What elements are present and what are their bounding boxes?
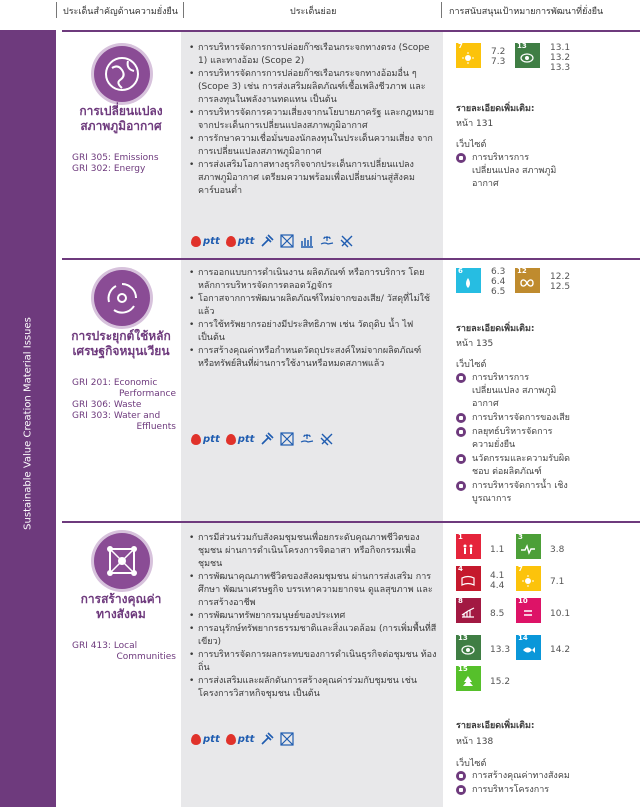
sdg-8-icon: 8 bbox=[456, 598, 481, 623]
sub-issue-list bbox=[189, 267, 439, 371]
sdg-target-list: 3.8 bbox=[550, 545, 565, 555]
sdg-12-icon: 12 bbox=[515, 268, 540, 293]
website-link[interactable]: นวัตกรรมและความรับผิดชอบ ต่อผลิตภัณฑ์ bbox=[456, 453, 576, 479]
list-item: • การบริหารจัดการการปล่อยก๊าซเรือนกระจกทางอ้อมอื่น ๆ (Scope 3) เช่น การส่งเสริมผลิตภัณฑ์เชื้อเพลิงชีวภาพ และการลงทุนในพลังงานทดแทน เป็นต้น bbox=[189, 68, 439, 107]
website-link[interactable]: การบริหารการเปลี่ยนแปลง สภาพภูมิอากาศ bbox=[456, 372, 576, 411]
gavel-icon bbox=[260, 432, 274, 446]
sdg-target-list: 13.3 bbox=[490, 645, 511, 655]
link-icon bbox=[456, 413, 466, 423]
sdg-target-list: 15.2 bbox=[490, 677, 511, 687]
header-divider bbox=[183, 2, 184, 18]
business-icons-row bbox=[191, 233, 354, 249]
list-item: • โอกาสจากการพัฒนาผลิตภัณฑ์ใหม่จากของเสีย/ วัสดุที่ไม่ใช้แล้ว bbox=[189, 293, 439, 319]
gri-list: GRI 305: Emissions GRI 302: Energy bbox=[72, 153, 159, 174]
list-item: • การพัฒนาคุณภาพชีวิตของสังคมชุมชน ผ่านการส่งเสริม การศึกษา พัฒนาเศรษฐกิจ บรรเทาความยากจน ดูแลสุขภาพ และการสร้างอาชีพ bbox=[189, 571, 439, 610]
sub-issue-list bbox=[189, 42, 439, 198]
sdg-6-icon: 6 bbox=[456, 268, 481, 293]
sdg-3-icon: 3 bbox=[516, 534, 541, 559]
list-item: • การส่งเสริมโอกาสทางธุรกิจจากประเด็นการเปลี่ยนแปลง สภาพภูมิอากาศ เตรียมความพร้อมเพื่อเปลี่ยนผ่านสู่สังคม คาร์บอนต่ำ bbox=[189, 159, 439, 198]
link-icon bbox=[456, 785, 466, 795]
tools-icon bbox=[340, 234, 354, 248]
sdg-target-list: 14.2 bbox=[550, 645, 571, 655]
sdg-13-icon: 13 bbox=[515, 43, 540, 68]
hand-plant-icon bbox=[300, 432, 314, 446]
bar-chart-icon bbox=[300, 234, 314, 248]
gri-list: GRI 413: Local Communities bbox=[72, 641, 176, 662]
climate-globe-icon bbox=[94, 46, 150, 102]
website-link[interactable]: การบริหารโครงการ bbox=[456, 784, 636, 797]
link-icon bbox=[456, 153, 466, 163]
page-reference: หน้า 131 bbox=[456, 119, 494, 129]
detail-heading: รายละเอียดเพิ่มเติม: bbox=[456, 721, 535, 731]
list-item: • การรักษาความเชื่อมั่นของนักลงทุนในประเด็นความเสี่ยง จากการเปลี่ยนแปลงสภาพภูมิอากาศ bbox=[189, 133, 439, 159]
header-material-issue: ประเด็นสำคัญด้านความยั่งยืน bbox=[63, 7, 178, 17]
hand-plant-icon bbox=[320, 234, 334, 248]
row-divider bbox=[62, 521, 640, 523]
ptt-logo: ptt bbox=[191, 236, 220, 247]
sdg-15-icon: 15 bbox=[456, 666, 481, 691]
list-item: • การบริหารจัดการผลกระทบของการดำเนินธุรกิจต่อชุมชน ท้องถิ่น bbox=[189, 649, 439, 675]
list-item: • การมีส่วนร่วมกับสังคมชุมชนเพื่อยกระดับคุณภาพชีวิตของ ชุมชน ผ่านการดำเนินโครงการจิตอาสา หรือกิจกรรมเพื่อชุมชน bbox=[189, 532, 439, 571]
list-item: • การออกแบบการดำเนินงาน ผลิตภัณฑ์ หรือการบริการ โดยหลักการบริหารจัดการตลอดวัฏจักร bbox=[189, 267, 439, 293]
website-links bbox=[456, 152, 576, 192]
sdg-7-icon: 7 bbox=[456, 43, 481, 68]
sdg-14-icon: 14 bbox=[516, 635, 541, 660]
header-sub-issue: ประเด็นย่อย bbox=[290, 7, 337, 17]
list-item: • การบริหารจัดการการปล่อยก๊าซเรือนกระจกทางตรง (Scope 1) และทางอ้อม (Scope 2) bbox=[189, 42, 439, 68]
tools-icon bbox=[320, 432, 334, 446]
business-icons-row bbox=[191, 731, 294, 747]
section-title-climate: การเปลี่ยนแปลง สภาพภูมิอากาศ bbox=[79, 104, 163, 133]
sdg-10-icon: 10 bbox=[516, 598, 541, 623]
detail-heading: รายละเอียดเพิ่มเติม: bbox=[456, 104, 535, 114]
sub-issue-list bbox=[189, 532, 439, 701]
website-link[interactable]: การบริหารจัดการน้ำ เชิงบูรณาการ bbox=[456, 480, 576, 506]
recycle-cycle-icon bbox=[94, 270, 150, 326]
list-item: • การสร้างคุณค่าหรือกำหนดวัตถุประสงค์ใหม่จากผลิตภัณฑ์ หรือทรัพย์สินที่ผ่านการใช้งานหรือหมดสภาพแล้ว bbox=[189, 345, 439, 371]
link-icon bbox=[456, 454, 466, 464]
ptt-logo: ptt bbox=[191, 434, 220, 445]
list-item: • การส่งเสริมและผลักดันการสร้างคุณค่าร่วมกับชุมชน เช่น โครงการวิสาหกิจชุมชน เป็นต้น bbox=[189, 675, 439, 701]
ptt-logo: ptt bbox=[226, 236, 255, 247]
list-item: • การพัฒนาทรัพยากรมนุษย์ของประเทศ bbox=[189, 610, 439, 623]
sdg-7-icon: 7 bbox=[516, 566, 541, 591]
list-item: • การบริหารจัดการความเสี่ยงจากนโยบายภาครัฐ และกฎหมายจากประเด็นการเปลี่ยนแปลงสภาพภูมิอากาศ bbox=[189, 107, 439, 133]
page-reference: หน้า 138 bbox=[456, 737, 494, 747]
sdg-13-icon: 13 bbox=[456, 635, 481, 660]
website-link[interactable]: การบริหารการเปลี่ยนแปลง สภาพภูมิอากาศ bbox=[456, 152, 576, 191]
ptt-logo: ptt bbox=[191, 734, 220, 745]
gavel-icon bbox=[260, 732, 274, 746]
website-link[interactable]: กลยุทธ์บริหารจัดการ ความยั่งยืน bbox=[456, 426, 576, 452]
sdg-target-list: 7.2 7.3 bbox=[491, 47, 506, 67]
sdg-target-list: 6.3 6.4 6.5 bbox=[491, 267, 506, 297]
ptt-logo: ptt bbox=[226, 434, 255, 445]
sdg-1-icon: 1 bbox=[456, 534, 481, 559]
link-icon bbox=[456, 481, 466, 491]
sdg-target-list: 4.1 4.4 bbox=[490, 571, 505, 591]
list-item: • การอนุรักษ์ทรัพยากรธรรมชาติและสิ่งแวดล้อม (การเพิ่มพื้นที่สีเขียว) bbox=[189, 623, 439, 649]
website-links bbox=[456, 372, 576, 507]
detail-heading: รายละเอียดเพิ่มเติม: bbox=[456, 324, 535, 334]
website-label: เว็บไซต์ bbox=[456, 140, 487, 150]
sdg-4-icon: 4 bbox=[456, 566, 481, 591]
website-label: เว็บไซต์ bbox=[456, 759, 487, 769]
network-icon bbox=[280, 432, 294, 446]
link-icon bbox=[456, 373, 466, 383]
page-reference: หน้า 135 bbox=[456, 339, 494, 349]
sdg-target-list: 10.1 bbox=[550, 609, 571, 619]
list-item: • การใช้ทรัพยากรอย่างมีประสิทธิภาพ เช่น วัตถุดิบ น้ำ ไฟ เป็นต้น bbox=[189, 319, 439, 345]
row-divider bbox=[62, 258, 640, 260]
header-divider bbox=[441, 2, 442, 18]
sdg-target-list: 12.2 12.5 bbox=[550, 272, 571, 292]
sdg-target-list: 8.5 bbox=[490, 609, 505, 619]
header-divider bbox=[56, 2, 57, 18]
table-header bbox=[0, 0, 640, 22]
link-icon bbox=[456, 427, 466, 437]
website-links bbox=[456, 770, 636, 798]
social-network-icon bbox=[94, 533, 150, 589]
network-icon bbox=[280, 732, 294, 746]
link-icon bbox=[456, 771, 466, 781]
website-label: เว็บไซต์ bbox=[456, 360, 487, 370]
sidebar-label: Sustainable Value Creation Material Issues bbox=[22, 317, 34, 530]
gavel-icon bbox=[260, 234, 274, 248]
business-icons-row bbox=[191, 431, 334, 447]
network-icon bbox=[280, 234, 294, 248]
section-title-circular-economy: การประยุกต์ใช้หลัก เศรษฐกิจหมุนเวียน bbox=[71, 329, 171, 358]
website-link[interactable]: การบริหารจัดการของเสีย bbox=[456, 412, 576, 425]
website-link[interactable]: การสร้างคุณค่าทางสังคม bbox=[456, 770, 636, 783]
sdg-target-list: 13.1 13.2 13.3 bbox=[550, 43, 571, 73]
section-title-social-value: การสร้างคุณค่า ทางสังคม bbox=[80, 592, 162, 621]
gri-list: GRI 201: Economic Performance GRI 306: Waste GRI 303: Water and Effluents bbox=[72, 378, 176, 432]
row-divider bbox=[62, 30, 640, 32]
sdg-target-list: 1.1 bbox=[490, 545, 505, 555]
sdg-target-list: 7.1 bbox=[550, 577, 565, 587]
ptt-logo: ptt bbox=[226, 734, 255, 745]
header-sdg-support: การสนับสนุนเป้าหมายการพัฒนาที่ยั่งยืน bbox=[449, 7, 604, 17]
